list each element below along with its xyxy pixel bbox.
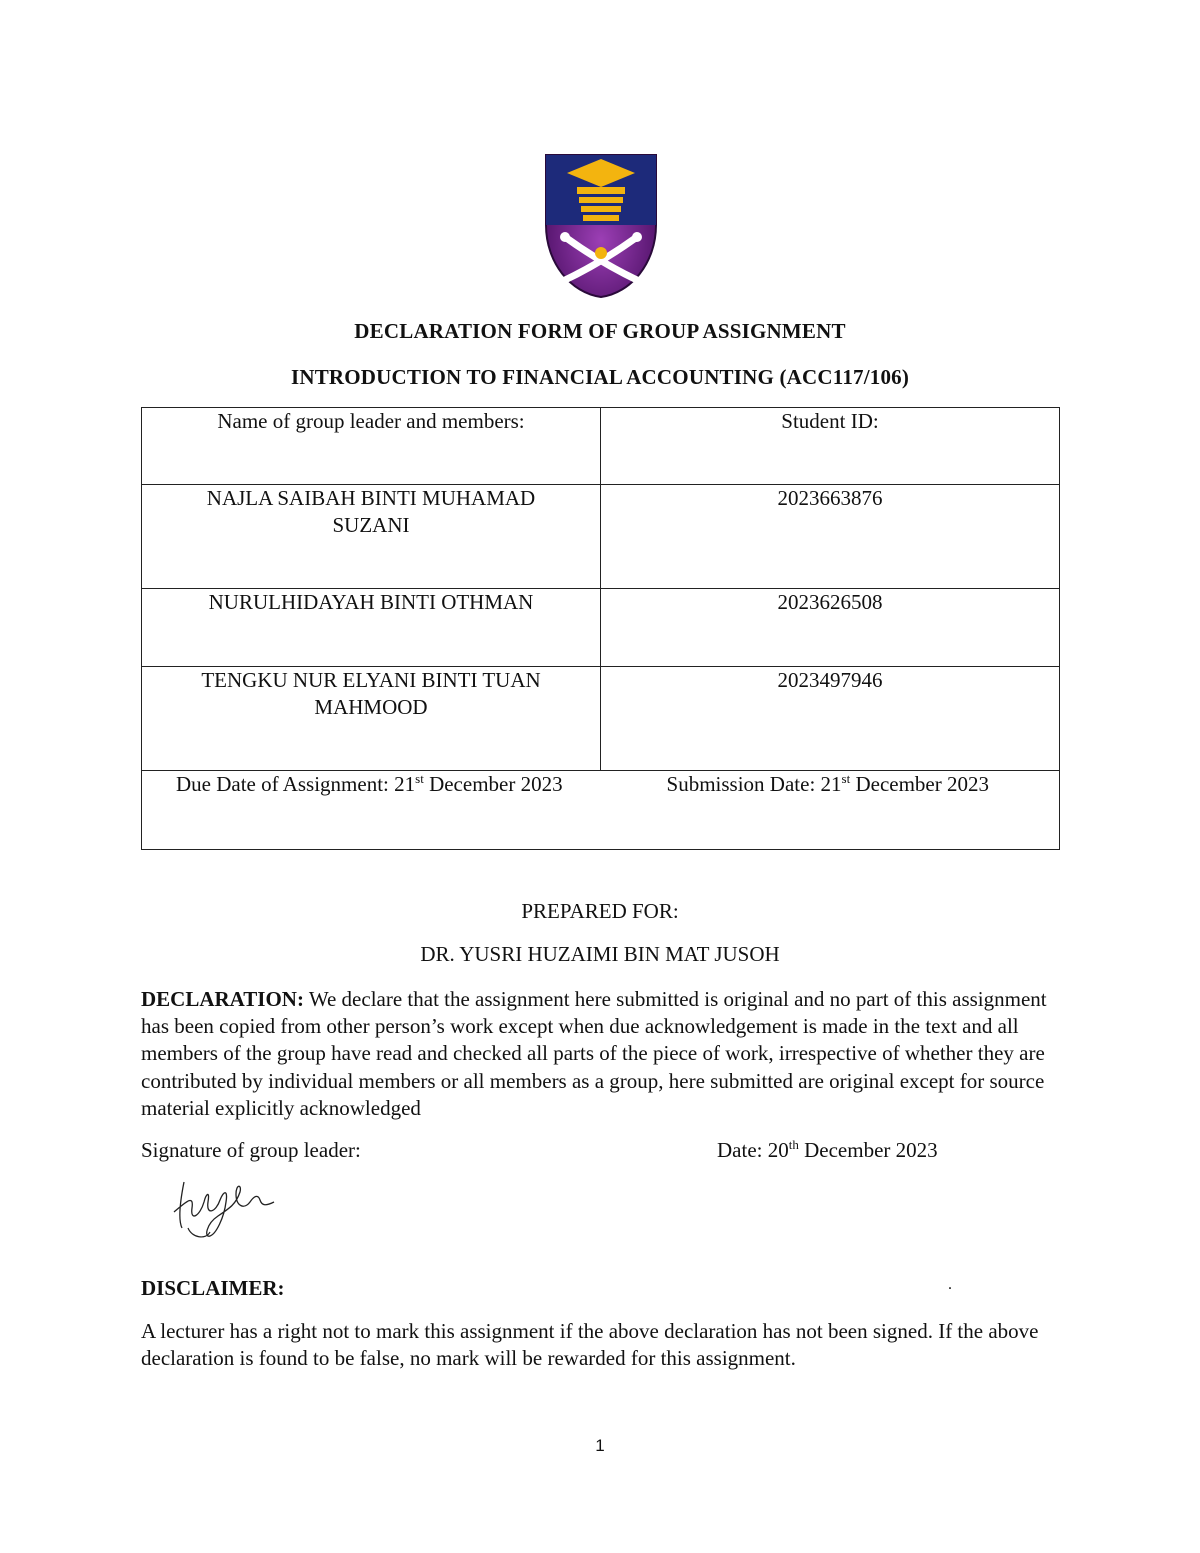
- signature-label: Signature of group leader:: [141, 1138, 361, 1162]
- disclaimer-heading: DISCLAIMER:: [141, 1276, 285, 1300]
- course-title: INTRODUCTION TO FINANCIAL ACCOUNTING (ACC117/106): [290, 365, 910, 389]
- member-name: TENGKU NUR ELYANI BINTI TUAN: [201, 668, 541, 692]
- declaration-paragraph: [141, 986, 1061, 1122]
- due-date: Due Date of Assignment: 21st December 2023: [176, 771, 563, 796]
- member-name: NAJLA SAIBAH BINTI MUHAMAD: [206, 486, 536, 510]
- handwritten-signature: [170, 1172, 278, 1242]
- member-name: NURULHIDAYAH BINTI OTHMAN: [208, 590, 534, 614]
- table-row: [142, 667, 1060, 771]
- lecturer-name: DR. YUSRI HUZAIMI BIN MAT JUSOH: [420, 942, 780, 966]
- member-name-cont: SUZANI: [332, 513, 410, 537]
- header-id-cell: [601, 408, 1060, 485]
- member-name-cell: [142, 589, 601, 667]
- stray-dot: .: [948, 1276, 952, 1293]
- member-id-cell: [601, 589, 1060, 667]
- signature-date: Date: 20th December 2023: [717, 1137, 938, 1162]
- submission-date: Submission Date: 21st December 2023: [666, 771, 989, 796]
- declaration-heading: DECLARATION:: [141, 987, 304, 1011]
- member-id: 2023497946: [777, 668, 883, 692]
- university-crest-logo: [543, 153, 659, 299]
- dates-cell: [142, 771, 1060, 850]
- table-row: [142, 485, 1060, 589]
- member-id-cell: [601, 485, 1060, 589]
- table-header-row: [142, 408, 1060, 485]
- member-name-cell: [142, 485, 601, 589]
- member-id: 2023626508: [777, 590, 883, 614]
- header-name-cell: [142, 408, 601, 485]
- member-id-cell: [601, 667, 1060, 771]
- declaration-text: We declare that the assignment here submitted is original and no part of this assignment has been copied from other person’s work except when due acknowledgement is made in the text and all members of the group have read and checked all parts of the piece of work, irrespective of whether they are contributed by individual members or all members as a group, here submitted are original except for source material explicitly acknowledged: [141, 987, 1047, 1120]
- member-id: 2023663876: [777, 486, 883, 510]
- header-id-label: Student ID:: [781, 409, 879, 433]
- members-table: [141, 407, 1060, 850]
- member-name-cont: MAHMOOD: [314, 695, 428, 719]
- prepared-for-label: PREPARED FOR:: [521, 899, 679, 923]
- page-number: 1: [595, 1436, 605, 1455]
- header-name-label: Name of group leader and members:: [217, 409, 525, 433]
- member-name-cell: [142, 667, 601, 771]
- form-title: DECLARATION FORM OF GROUP ASSIGNMENT: [354, 319, 846, 343]
- disclaimer-text: A lecturer has a right not to mark this assignment if the above declaration has not been signed. If the above declaration is found to be false, no mark will be rewarded for this assignment.: [141, 1319, 1039, 1371]
- table-row: [142, 589, 1060, 667]
- dates-row: [142, 771, 1060, 850]
